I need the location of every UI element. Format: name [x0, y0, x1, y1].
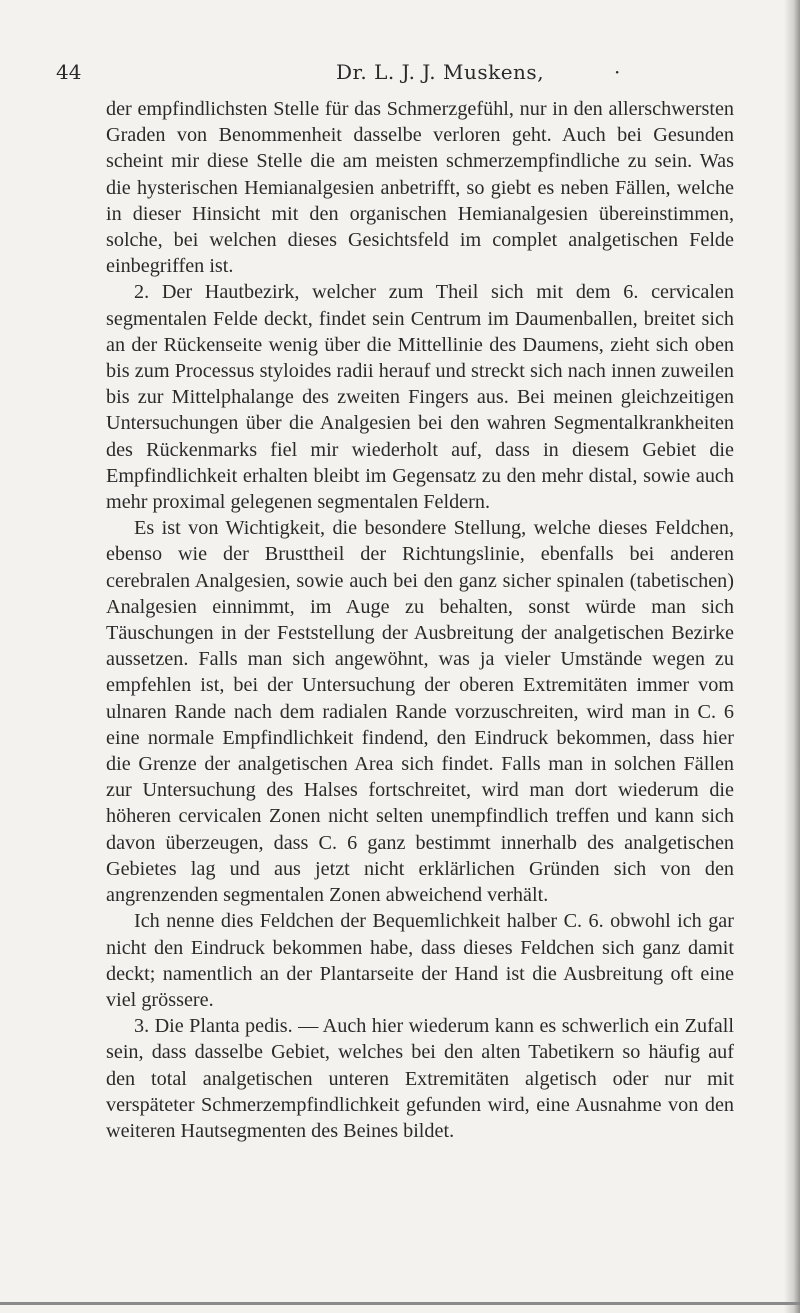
paragraph-4: Ich nenne dies Feldchen der Bequemlichkeit halber C. 6. obwohl ich gar nicht den Eindruck bekommen habe, dass dieses Feldchen sich ganz damit deckt; namentlich an der Plantarseite der Hand ist die Ausbreitung oft eine viel grössere.	[106, 910, 734, 1011]
page-header	[56, 60, 696, 90]
page-edge-shadow	[784, 0, 800, 1313]
paragraph-5: 3. Die Planta pedis. — Auch hier wiederum kann es schwerlich ein Zufall sein, dass dasselbe Gebiet, welches bei den alten Tabetikern so häufig auf den total analgetischen unteren Extremitäten algetisch oder nur mit verspäteter Schmerzempfindlichkeit gefunden wird, eine Ausnahme von den weiteren Hautsegmenten des Beines bildet.	[106, 1015, 734, 1142]
body-text	[106, 96, 734, 1144]
running-head-dot: ·	[614, 60, 621, 84]
paragraph-2: 2. Der Hautbezirk, welcher zum Theil sich mit dem 6. cervicalen segmentalen Felde deckt, findet sein Centrum im Daumenballen, breitet sich an der Rückenseite wenig über die Mittellinie des Daumens, zieht sich oben bis zum Processus styloides radii herauf und streckt sich nach innen zuweilen bis zur Mittelphalange des zweiten Fingers aus. Bei meinen gleichzeitigen Untersuchungen über die Analgesien bei den wahren Segmentalkrankheiten des Rückenmarks fiel mir wiederholt auf, dass in diesem Gebiet die Empfindlichkeit erhalten bleibt im Gegensatz zu den mehr distal, sowie auch mehr proximal gelegenen segmentalen Feldern.	[106, 281, 734, 514]
page-number: 44	[56, 60, 82, 84]
bottom-edge-rule	[0, 1302, 800, 1305]
paragraph-1: der empfindlichsten Stelle für das Schmerzgefühl, nur in den allerschwersten Graden von Benommenheit dasselbe verloren geht. Auch bei Gesunden scheint mir diese Stelle die am meisten schmerzempfindliche zu sein. Was die hysterischen Hemianalgesien anbetrifft, so giebt es neben Fällen, welche in dieser Hinsicht mit den organischen Hemianalgesien übereinstimmen, solche, bei welchen dieses Gesichtsfeld im complet analgetischen Felde einbegriffen ist.	[106, 98, 734, 278]
running-head: Dr. L. J. J. Muskens,	[336, 60, 545, 84]
paragraph-3: Es ist von Wichtigkeit, die besondere Stellung, welche dieses Feldchen, ebenso wie der Brusttheil der Richtungslinie, ebenfalls bei anderen cerebralen Analgesien, sowie auch bei den ganz sicher spinalen (tabetischen) Analgesien einnimmt, im Auge zu behalten, sonst würde man sich Täuschungen in der Feststellung der Ausbreitung der analgetischen Bezirke aussetzen. Falls man sich angewöhnt, was ja vieler Umstände wegen zu empfehlen ist, bei der Untersuchung der oberen Extremitäten immer vom ulnaren Rande nach dem radialen Rande vorzuschreiten, wird man in C. 6 eine normale Empfindlichkeit findend, den Eindruck bekommen, dass hier die Grenze der analgetischen Area sich findet. Falls man in solchen Fällen zur Untersuchung des Halses fortschreitet, wird man dort wiederum die höheren cervicalen Zonen nicht selten unempfindlich treffen und kann sich davon überzeugen, dass C. 6 ganz bestimmt innerhalb des analgetischen Gebietes lag und aus jetzt nicht erklärlichen Gründen sich von den angrenzenden segmentalen Zonen abweichend verhält.	[106, 517, 734, 907]
